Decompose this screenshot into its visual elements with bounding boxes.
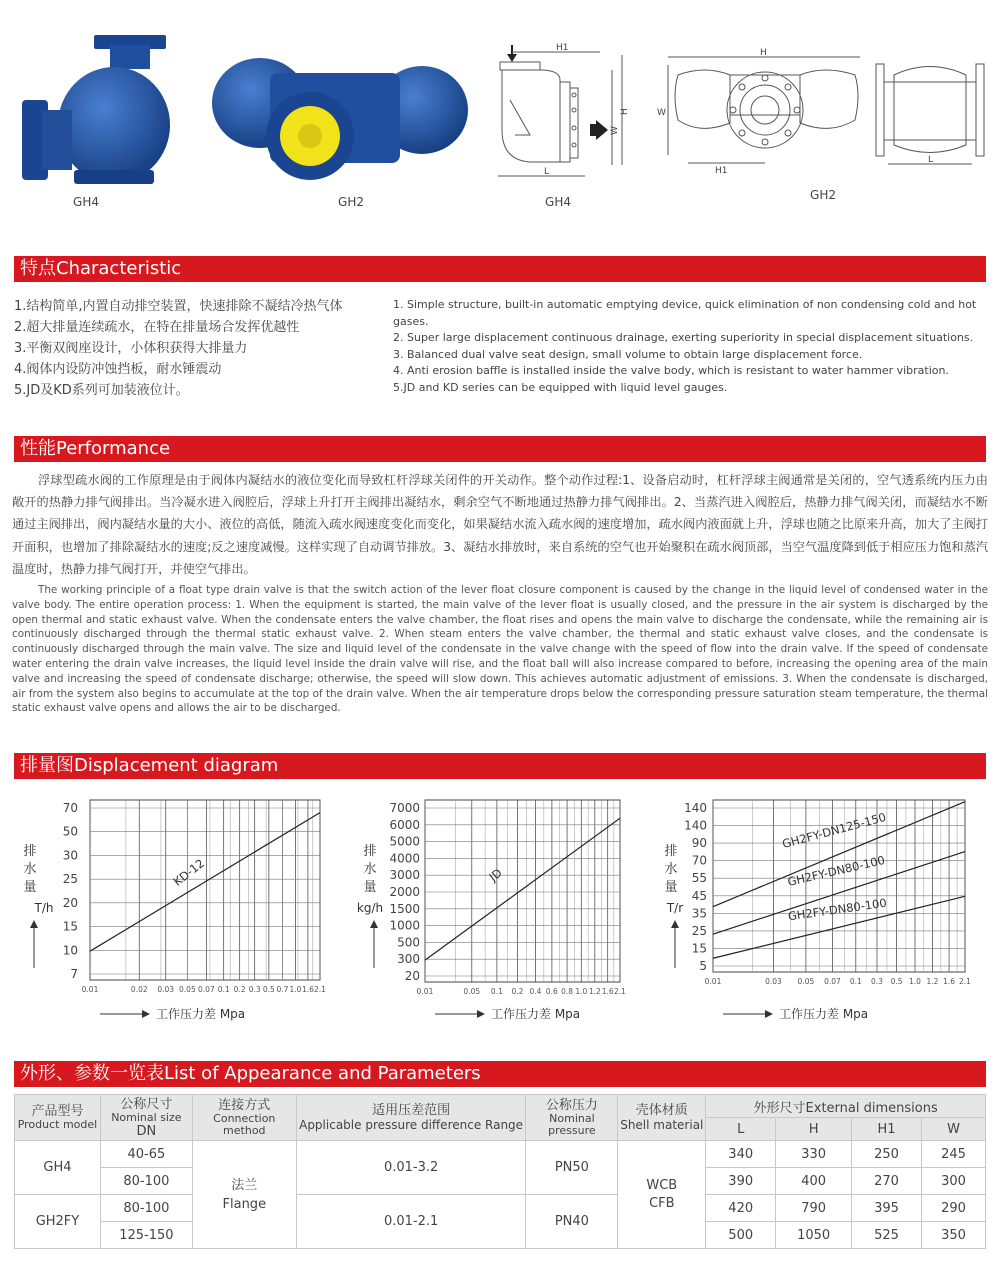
x-tick-label: 0.01 bbox=[704, 977, 722, 986]
x-tick-label: 0.2 bbox=[511, 987, 524, 996]
series-line bbox=[425, 818, 620, 960]
svg-text:H1: H1 bbox=[715, 166, 728, 176]
cell-w: 350 bbox=[922, 1222, 986, 1249]
caption-gh4-photo: GH4 bbox=[73, 195, 99, 209]
x-tick-label: 1.2 bbox=[926, 977, 939, 986]
y-tick-label: 35 bbox=[691, 906, 707, 921]
cell-h1: 395 bbox=[852, 1195, 922, 1222]
section-characteristic: 特点Characteristic bbox=[14, 256, 986, 282]
y-tick-label: 20 bbox=[62, 895, 78, 910]
cell-l: 420 bbox=[706, 1195, 776, 1222]
cell-h1: 525 bbox=[852, 1222, 922, 1249]
y-tick-label: 5000 bbox=[389, 834, 420, 849]
y-tick-label: 45 bbox=[691, 888, 707, 903]
x-tick-label: 1.6 bbox=[301, 985, 314, 994]
y-axis-arrow-head bbox=[370, 920, 378, 928]
x-tick-label: 0.03 bbox=[157, 985, 175, 994]
gh4-drawing bbox=[490, 40, 640, 185]
svg-text:L: L bbox=[928, 155, 934, 165]
series-label: GH2FY-DN125-150 bbox=[780, 809, 888, 852]
char-cn-item: 1.结构简单,内置自动排空装置，快速排除不凝结冷热气体 bbox=[14, 299, 343, 314]
y-tick-label: 90 bbox=[691, 836, 707, 851]
y-axis-unit: T/r bbox=[666, 901, 684, 915]
x-tick-label: 0.1 bbox=[217, 985, 230, 994]
x-tick-label: 0.5 bbox=[890, 977, 903, 986]
gh2-drawing-front bbox=[657, 45, 870, 176]
section-parameters: 外形、参数一览表List of Appearance and Parameters bbox=[14, 1061, 986, 1087]
char-en-item: 2. Super large displacement continuous drainage, exerting superiority in special displacement situations. bbox=[393, 331, 974, 344]
chart-jd bbox=[350, 790, 640, 1030]
svg-text:W: W bbox=[610, 126, 620, 135]
y-axis-unit: T/h bbox=[34, 901, 54, 915]
y-axis-label-char: 水 bbox=[23, 862, 37, 877]
x-tick-label: 0.1 bbox=[490, 987, 503, 996]
grid-frame bbox=[90, 800, 320, 980]
x-tick-label: 0.05 bbox=[179, 985, 196, 994]
gh2-photo bbox=[210, 48, 470, 188]
y-tick-label: 1000 bbox=[389, 918, 420, 933]
x-tick-label: 0.7 bbox=[276, 985, 289, 994]
cell-model: GH4 bbox=[15, 1141, 101, 1195]
x-axis-arrow-head bbox=[477, 1010, 485, 1018]
x-tick-label: 1.0 bbox=[575, 987, 588, 996]
cell-h: 1050 bbox=[776, 1222, 852, 1249]
chart-kd12 bbox=[20, 790, 330, 1030]
cell-h1: 250 bbox=[852, 1141, 922, 1168]
y-tick-label: 55 bbox=[691, 871, 707, 886]
y-tick-label: 15 bbox=[691, 941, 707, 956]
section-performance: 性能Performance bbox=[14, 436, 986, 462]
caption-gh4-drawing: GH4 bbox=[545, 195, 571, 209]
y-tick-label: 30 bbox=[62, 848, 78, 863]
char-cn-item: 4.阀体内设防冲蚀挡板，耐水锤震动 bbox=[14, 362, 222, 377]
gh4-photo bbox=[14, 30, 174, 190]
x-axis-label: 工作压力差 Mpa bbox=[156, 1007, 246, 1021]
x-axis-arrow-head bbox=[142, 1010, 150, 1018]
th-range: 适用压差范围 Applicable pressure difference Range bbox=[296, 1095, 526, 1141]
cell-dn: 80-100 bbox=[100, 1195, 192, 1222]
x-tick-label: 0.02 bbox=[130, 985, 148, 994]
char-cn-item: 2.超大排量连续疏水，在特在排量场合发挥优越性 bbox=[14, 320, 300, 335]
gh2-drawing-side bbox=[872, 60, 988, 170]
y-axis-arrow-head bbox=[671, 920, 679, 928]
x-tick-label: 2.1 bbox=[614, 987, 626, 996]
y-tick-label: 3000 bbox=[389, 868, 420, 883]
performance-cn-paragraph: 浮球型疏水阀的工作原理是由于阀体内凝结水的液位变化而导致杠杆浮球关闭件的开关动作。整个动作过程:1、设备启动时，杠杆浮球主阀通常是关闭的，空气透系统内压力由敞开的热静力排气阀排出。当冷凝水进入阀腔后，浮球上升打开主阀排出凝结水，剩余空气不断地通过热静力排气阀排出。2、当蒸汽进入阀腔后，热静力排气阀关闭，而凝结水不断通过主阀排出，阀内凝结水量的大小、液位的高低，随流入疏水阀速度变化而变化，如果凝结水流入疏水阀的速度增加，疏水阀内液面就上升，浮球也随之比原来升高，加大了主阀打开面积，也增加了排除凝结水的速度;反之速度减慢。这样实现了自动调节排放。3、凝结水排放时，来自系统的空气也开始聚积在疏水阀顶部，当空气温度降到低于相应压力饱和蒸汽温度时，热静力排气阀打开，并使空气排出。 bbox=[12, 473, 988, 576]
cell-material: WCB CFB bbox=[618, 1141, 706, 1249]
x-tick-label: 0.1 bbox=[849, 977, 862, 986]
th-l: L bbox=[706, 1118, 776, 1141]
characteristics-cn bbox=[14, 296, 384, 401]
th-material: 壳体材质 Shell material bbox=[618, 1095, 706, 1141]
svg-text:H1: H1 bbox=[556, 43, 569, 53]
y-tick-label: 7 bbox=[70, 967, 78, 981]
x-tick-label: 0.3 bbox=[871, 977, 883, 986]
y-tick-label: 20 bbox=[404, 969, 420, 983]
y-tick-label: 25 bbox=[62, 872, 78, 887]
x-tick-label: 0.05 bbox=[463, 987, 481, 996]
caption-gh2-photo: GH2 bbox=[338, 195, 364, 209]
cell-connection: 法兰 Flange bbox=[192, 1141, 296, 1249]
y-axis-arrow-head bbox=[30, 920, 38, 928]
x-axis-label: 工作压力差 Mpa bbox=[491, 1007, 581, 1021]
cell-range: 0.01-3.2 bbox=[296, 1141, 526, 1195]
x-tick-label: 0.01 bbox=[81, 985, 99, 994]
grid-frame bbox=[425, 800, 620, 982]
cell-dn: 80-100 bbox=[100, 1168, 192, 1195]
char-en-item: 4. Anti erosion baffle is installed inside the valve body, which is resistant to water hammer vibration. bbox=[393, 364, 949, 377]
cell-h: 790 bbox=[776, 1195, 852, 1222]
cell-h: 330 bbox=[776, 1141, 852, 1168]
y-tick-label: 70 bbox=[62, 801, 78, 815]
x-tick-label: 1.2 bbox=[588, 987, 601, 996]
performance-en-paragraph: The working principle of a float type drain valve is that the switch action of the lever float closure component is caused by the change in the liquid level of condensed water in the valve body. The entire operation process: 1. When the equipment is started, the main valve of the lever float is usually closed, and the pressure in the air system is discharged by the open thermal and static exhaust valve. When the condensate enters the valve chamber, the float rises and opens the main valve to discharge the condensate, while the remaining air is continuously discharged through the thermal static exhaust valve. 2. When steam enters the valve chamber, the thermal and static exhaust valve closes, and the condensate is continuously discharged through the main valve. The size and liquid level of the condensate in the valve change with the speed of flow into the drain valve. If the speed of condensate water entering the drain valve increases, the liquid level inside the drain valve will rise, and the float ball will also increase compared to before, increasing the opening area of the main valve and increasing the speed of condensate discharge; otherwise, the speed will slow down. This achieves automatic adjustment of emissions. 3. When the condensate is discharged, air from the system also begins to accumulate at the top of the drain valve. When the air temperature drops below the corresponding pressure saturation steam temperature, the thermal static exhaust valve opens and allows the air to be discharged. bbox=[12, 584, 988, 715]
cell-pn: PN40 bbox=[526, 1195, 618, 1249]
x-tick-label: 0.07 bbox=[198, 985, 215, 994]
th-pn: 公称压力 Nominal pressure bbox=[526, 1095, 618, 1141]
y-axis-label-char: 排 bbox=[363, 844, 377, 859]
cell-w: 245 bbox=[922, 1141, 986, 1168]
y-tick-label: 50 bbox=[62, 824, 78, 839]
caption-gh2-drawing: GH2 bbox=[810, 188, 836, 202]
y-tick-label: 25 bbox=[691, 923, 707, 938]
cell-dn: 125-150 bbox=[100, 1222, 192, 1249]
char-en-item: 3. Balanced dual valve seat design, small volume to obtain large displacement force. bbox=[393, 347, 863, 361]
series-label: GH2FY-DN80-100 bbox=[787, 895, 888, 924]
y-axis-label-char: 排 bbox=[664, 844, 678, 859]
series-label: KD-12 bbox=[170, 856, 207, 889]
y-tick-label: 4000 bbox=[389, 851, 420, 866]
x-tick-label: 0.2 bbox=[233, 985, 246, 994]
svg-text:H: H bbox=[620, 108, 630, 115]
y-tick-label: 2000 bbox=[389, 885, 420, 899]
y-tick-label: 140 bbox=[684, 801, 707, 815]
x-tick-label: 0.8 bbox=[561, 987, 574, 996]
x-tick-label: 0.3 bbox=[248, 985, 261, 994]
x-tick-label: 1.0 bbox=[289, 985, 302, 994]
cell-model: GH2FY bbox=[15, 1195, 101, 1249]
x-tick-label: 0.07 bbox=[824, 977, 841, 986]
cell-range: 0.01-2.1 bbox=[296, 1195, 526, 1249]
section-displacement: 排量图Displacement diagram bbox=[14, 753, 986, 779]
x-tick-label: 1.0 bbox=[909, 977, 921, 986]
x-tick-label: 2.1 bbox=[314, 985, 326, 994]
svg-text:L: L bbox=[544, 167, 550, 177]
cell-l: 390 bbox=[706, 1168, 776, 1195]
x-tick-label: 1.6 bbox=[601, 987, 614, 996]
series-line bbox=[713, 802, 965, 907]
cell-h1: 270 bbox=[852, 1168, 922, 1195]
cell-w: 290 bbox=[922, 1195, 986, 1222]
x-tick-label: 0.05 bbox=[797, 977, 815, 986]
x-axis-arrow-head bbox=[765, 1010, 773, 1018]
svg-text:H: H bbox=[760, 48, 767, 58]
th-h1: H1 bbox=[852, 1118, 922, 1141]
x-tick-label: 0.5 bbox=[262, 985, 275, 994]
table-row bbox=[15, 1195, 986, 1222]
y-axis-label-char: 排 bbox=[23, 844, 37, 859]
y-tick-label: 6000 bbox=[389, 817, 420, 832]
th-dimensions: 外形尺寸External dimensions bbox=[706, 1095, 986, 1118]
x-tick-label: 0.01 bbox=[416, 987, 434, 996]
y-axis-label-char: 量 bbox=[363, 880, 377, 895]
y-tick-label: 15 bbox=[62, 919, 78, 934]
char-cn-item: 3.平衡双阀座设计，小体积获得大排量力 bbox=[14, 341, 248, 356]
table-row bbox=[15, 1141, 986, 1168]
cell-w: 300 bbox=[922, 1168, 986, 1195]
th-dn: 公称尺寸 Nominal size DN bbox=[100, 1095, 192, 1141]
x-tick-label: 1.6 bbox=[943, 977, 956, 986]
y-axis-label-char: 水 bbox=[363, 862, 377, 877]
characteristics-en bbox=[393, 297, 988, 396]
x-tick-label: 0.03 bbox=[765, 977, 782, 986]
cell-h: 400 bbox=[776, 1168, 852, 1195]
x-tick-label: 0.6 bbox=[545, 987, 558, 996]
y-tick-label: 140 bbox=[684, 818, 707, 833]
y-tick-label: 70 bbox=[691, 853, 707, 868]
th-w: W bbox=[922, 1118, 986, 1141]
parameters-table bbox=[14, 1094, 986, 1249]
series-label: JD bbox=[486, 865, 505, 885]
char-en-item: 1. Simple structure, built-in automatic emptying device, quick elimination of non condensing cold and hot gases. bbox=[393, 298, 977, 328]
char-en-item: 5.JD and KD series can be equipped with liquid level gauges. bbox=[393, 380, 728, 394]
x-tick-label: 0.4 bbox=[529, 987, 542, 996]
svg-text:W: W bbox=[657, 108, 666, 118]
series-label: GH2FY-DN80-100 bbox=[786, 852, 887, 889]
th-h: H bbox=[776, 1118, 852, 1141]
y-tick-label: 1500 bbox=[389, 901, 420, 916]
y-tick-label: 300 bbox=[397, 952, 420, 967]
y-tick-label: 500 bbox=[397, 935, 420, 950]
y-tick-label: 7000 bbox=[389, 801, 420, 815]
x-axis-label: 工作压力差 Mpa bbox=[779, 1007, 869, 1021]
cell-dn: 40-65 bbox=[100, 1141, 192, 1168]
x-tick-label: 2.1 bbox=[959, 977, 971, 986]
char-cn-item: 5.JD及KD系列可加装液位计。 bbox=[14, 383, 189, 398]
y-axis-label-char: 量 bbox=[664, 880, 678, 895]
y-axis-label-char: 水 bbox=[664, 862, 678, 877]
series-line bbox=[90, 813, 320, 952]
cell-l: 500 bbox=[706, 1222, 776, 1249]
cell-l: 340 bbox=[706, 1141, 776, 1168]
y-axis-unit: kg/h bbox=[356, 901, 384, 915]
product-gallery bbox=[0, 0, 1000, 220]
cell-pn: PN50 bbox=[526, 1141, 618, 1195]
y-axis-label-char: 量 bbox=[23, 880, 37, 895]
chart-gh2fy bbox=[655, 790, 990, 1030]
y-tick-label: 10 bbox=[62, 943, 78, 958]
th-connection: 连接方式 Connection method bbox=[192, 1095, 296, 1141]
y-tick-label: 5 bbox=[699, 959, 707, 973]
th-model: 产品型号 Product model bbox=[15, 1095, 101, 1141]
